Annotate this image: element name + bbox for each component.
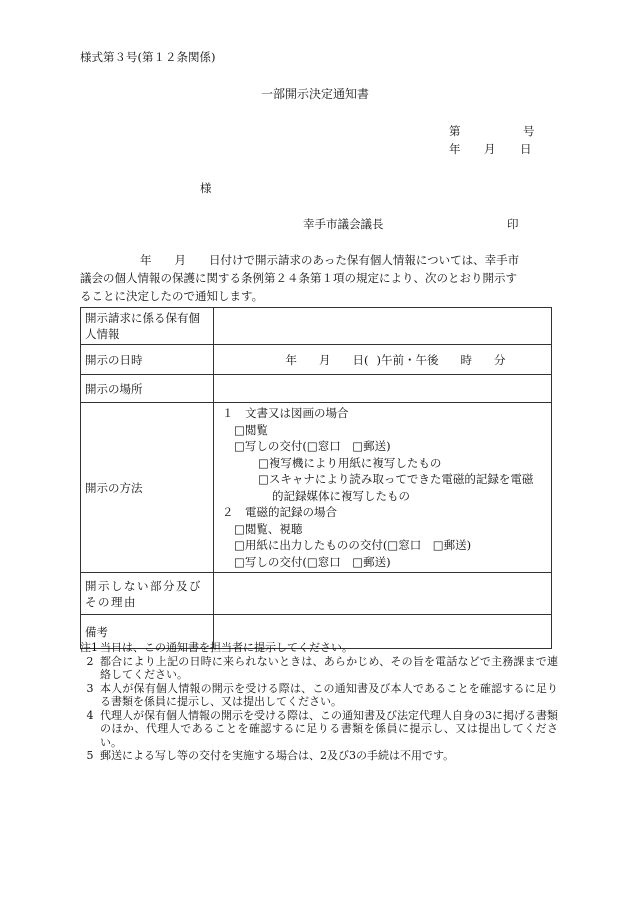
note-label: 注1 [80, 641, 98, 654]
note-label: 4 [86, 708, 94, 722]
label-undisclosed: 開示しない部分及びその理由 [81, 573, 214, 615]
method-line: □複写機により用紙に複写したもの [258, 455, 442, 470]
seal-mark: 印 [507, 217, 519, 231]
note-label: 5 [86, 749, 94, 762]
doc-number-suffix: 号 [523, 124, 535, 138]
label-datetime: 開示の日時 [81, 345, 214, 375]
date-year: 年 [449, 142, 461, 156]
method-line: □写しの交付(□窓口 □郵送) [234, 439, 391, 453]
method-line: 的記録媒体に複写したもの [272, 488, 410, 503]
document-title: 一部開示決定通知書 [260, 87, 369, 101]
dt-minute: 分 [494, 352, 506, 367]
note-item [80, 682, 558, 709]
sender-name: 幸手市議会議長 [303, 217, 384, 231]
table-row [81, 573, 552, 615]
body-line-3: ることに決定したので通知します。 [80, 289, 264, 303]
note-text: 本人が保有個人情報の開示を受ける際は、この通知書及び本人であることを確認するに足りる書類を係員に提示し、又は提出してください。 [100, 681, 558, 708]
value-method [214, 403, 552, 573]
note-text: 郵送による写し等の交付を実施する場合は、2及び3の手続は不用です。 [100, 749, 455, 762]
date-month: 月 [484, 142, 496, 156]
method-line: □スキャナにより読み取ってできた電磁的記録を電磁 [258, 472, 534, 486]
table-row [81, 375, 552, 403]
note-item [80, 641, 558, 655]
body-line-1: 年 月 日付けで開示請求のあった保有個人情報については、幸手市 [140, 253, 520, 267]
date-day: 日 [520, 142, 532, 156]
form-number: 様式第３号(第１２条関係) [80, 50, 216, 64]
dt-month: 月 [319, 352, 331, 367]
dt-ampm: )午前・午後 [376, 352, 439, 367]
note-text: 都合により上記の日時に来られないときは、あらかじめ、その旨を電話などで主務課まで連絡してください。 [100, 654, 558, 681]
table-row [81, 403, 552, 573]
notes-section [80, 641, 558, 763]
table-row [81, 308, 552, 345]
note-item [80, 655, 558, 682]
body-line-2: 議会の個人情報の保護に関する条例第２４条第１項の規定により、次のとおり開示す [80, 271, 517, 285]
disclosure-table [80, 307, 552, 649]
recipient-suffix: 様 [200, 181, 212, 195]
dt-year: 年 [285, 352, 297, 367]
note-label: 2 [86, 654, 94, 668]
method-line: □閲覧 [234, 422, 268, 437]
note-text: 当日は、この通知書を担当者に提示してください。 [100, 641, 353, 654]
body-paragraph [80, 251, 558, 305]
doc-number-prefix: 第 [449, 124, 461, 138]
method-line: １ 文書又は図画の場合 [222, 406, 349, 420]
dt-hour: 時 [460, 352, 472, 367]
note-item [80, 709, 558, 750]
label-remarks: 備考 [81, 615, 214, 649]
value-place [214, 375, 552, 403]
note-item [80, 749, 558, 763]
label-requested-info: 開示請求に係る保有個人情報 [81, 308, 214, 345]
table-row [81, 345, 552, 375]
method-line: □閲覧、視聴 [234, 521, 303, 536]
value-undisclosed [214, 573, 552, 615]
label-method: 開示の方法 [81, 403, 214, 573]
value-datetime [214, 345, 552, 375]
method-line: ２ 電磁的記録の場合 [222, 505, 337, 519]
note-text: 代理人が保有個人情報の開示を受ける際は、この通知書及び法定代理人自身の3に掲げる書類のほか、代理人であることを確認するに足りる書類を係員に提示し、又は提出してください。 [100, 708, 558, 749]
method-line: □用紙に出力したものの交付(□窓口 □郵送) [234, 538, 472, 552]
note-label: 3 [86, 681, 94, 695]
method-line: □写しの交付(□窓口 □郵送) [234, 554, 391, 569]
label-place: 開示の場所 [81, 375, 214, 403]
value-requested-info [214, 308, 552, 345]
dt-day: 日( [352, 352, 369, 367]
